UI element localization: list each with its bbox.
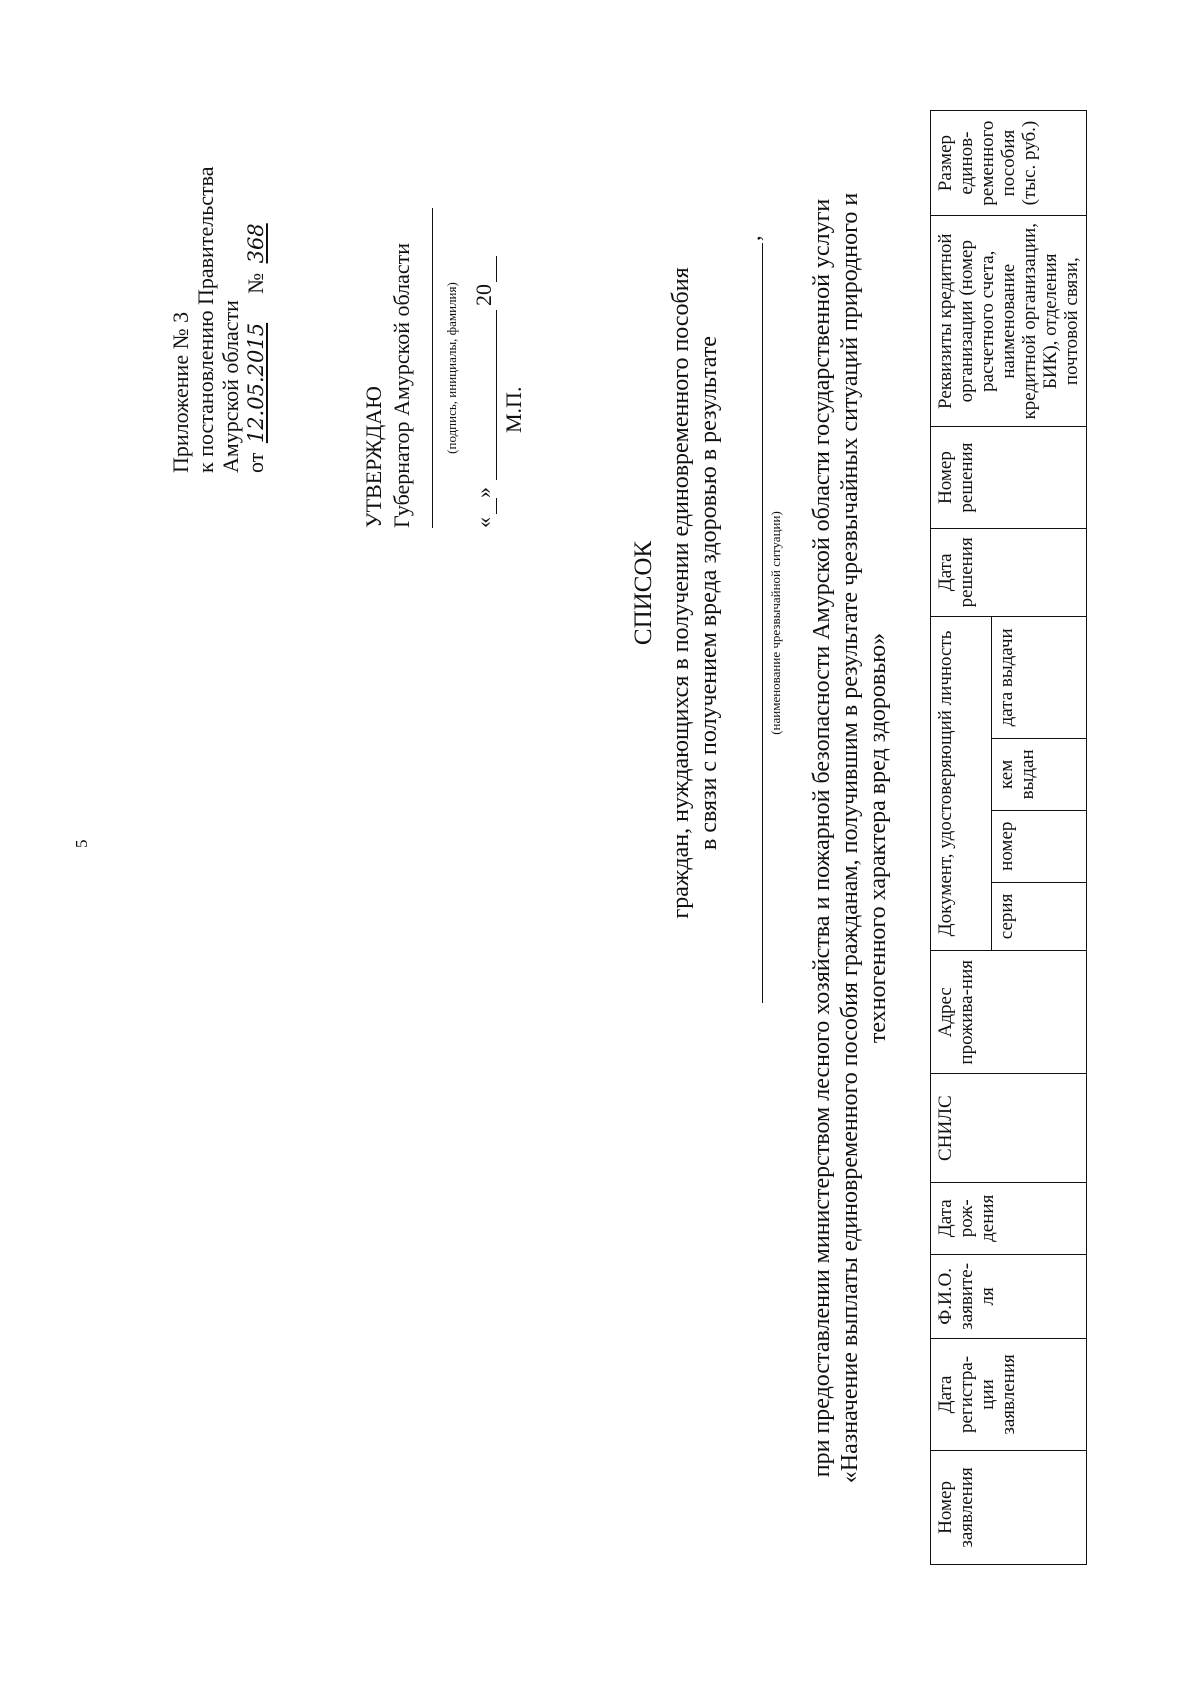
document-subtitle bbox=[667, 43, 723, 1143]
header-birth-date: Дата рож-дения bbox=[931, 1182, 1087, 1254]
service-line3: техногенного характера вред здоровью» bbox=[865, 632, 891, 1044]
subtitle-line2: в связи с получением вреда здоровью в результате bbox=[696, 336, 722, 850]
handwritten-date: 12.05.2015 bbox=[244, 322, 268, 444]
appendix-date-line bbox=[243, 167, 269, 473]
header-decision-date: Дата решения bbox=[931, 528, 1087, 616]
subheader-number: номер bbox=[992, 810, 1087, 882]
header-address: Адрес прожива-ния bbox=[931, 951, 1087, 1074]
signature-line bbox=[432, 208, 433, 528]
header-bank-details: Реквизиты кредитной организации (номер расчетного счета, наименование кредитной организации, БИК), отделения почтовой связи, bbox=[931, 216, 1087, 427]
year-prefix: 20 bbox=[471, 284, 496, 306]
header-app-number: Номер заявления bbox=[931, 1450, 1087, 1564]
from-prefix: от bbox=[243, 452, 268, 473]
table-header-row bbox=[931, 111, 992, 1565]
service-line2: «Назначение выплаты единовременного пособия гражданам, получившим в результате чрезвычайных ситуаций природного и bbox=[837, 192, 863, 1484]
page-number: 5 bbox=[72, 839, 91, 848]
header-reg-date: Дата регистра-ции заявления bbox=[931, 1339, 1087, 1451]
number-prefix: № bbox=[243, 272, 268, 294]
approve-word: УТВЕРЖДАЮ bbox=[361, 386, 386, 528]
emergency-name-line bbox=[762, 243, 763, 1003]
appendix-line3: Амурской области bbox=[218, 300, 243, 473]
subtitle-line1: граждан, нуждающихся в получении единовременного пособия bbox=[668, 267, 694, 919]
handwritten-number: 368 bbox=[244, 223, 268, 264]
subheader-issue-date: дата выдачи bbox=[992, 616, 1087, 738]
quote-close: » bbox=[471, 487, 496, 498]
approval-block bbox=[360, 168, 540, 528]
service-line1: при предоставлении министерством лесного хозяйства и пожарной безопасности Амурской области государственной услуги bbox=[809, 198, 835, 1478]
stamp-label: М.П. bbox=[501, 386, 526, 433]
header-decision-number: Номер решения bbox=[931, 427, 1087, 529]
document-title: СПИСОК bbox=[630, 540, 657, 646]
appendix-line1: Приложение № 3 bbox=[168, 311, 193, 473]
applicants-table bbox=[930, 110, 1087, 1565]
header-identity-document: Документ, удостоверяющий личность bbox=[931, 616, 992, 950]
subheader-issued-by: кем выдан bbox=[992, 738, 1087, 810]
header-snils: СНИЛС bbox=[931, 1074, 1087, 1182]
header-amount: Размер единов-ременного пособия (тыс. руб.) bbox=[931, 111, 1087, 216]
subheader-series: серия bbox=[992, 882, 1087, 950]
service-description bbox=[808, 103, 892, 1573]
date-row bbox=[470, 168, 500, 528]
appendix-block bbox=[168, 167, 269, 473]
emergency-comma: , bbox=[740, 235, 765, 241]
signature-caption: (подпись, инициалы, фамилия) bbox=[444, 282, 459, 454]
appendix-line2: к постановлению Правительства bbox=[193, 166, 218, 473]
header-fio: Ф.И.О. заявите-ля bbox=[931, 1254, 1087, 1338]
governor-title: Губернатор Амурской области bbox=[389, 242, 414, 528]
quote-open: « bbox=[471, 517, 496, 528]
emergency-caption: (наименование чрезвычайной ситуации) bbox=[768, 511, 783, 735]
